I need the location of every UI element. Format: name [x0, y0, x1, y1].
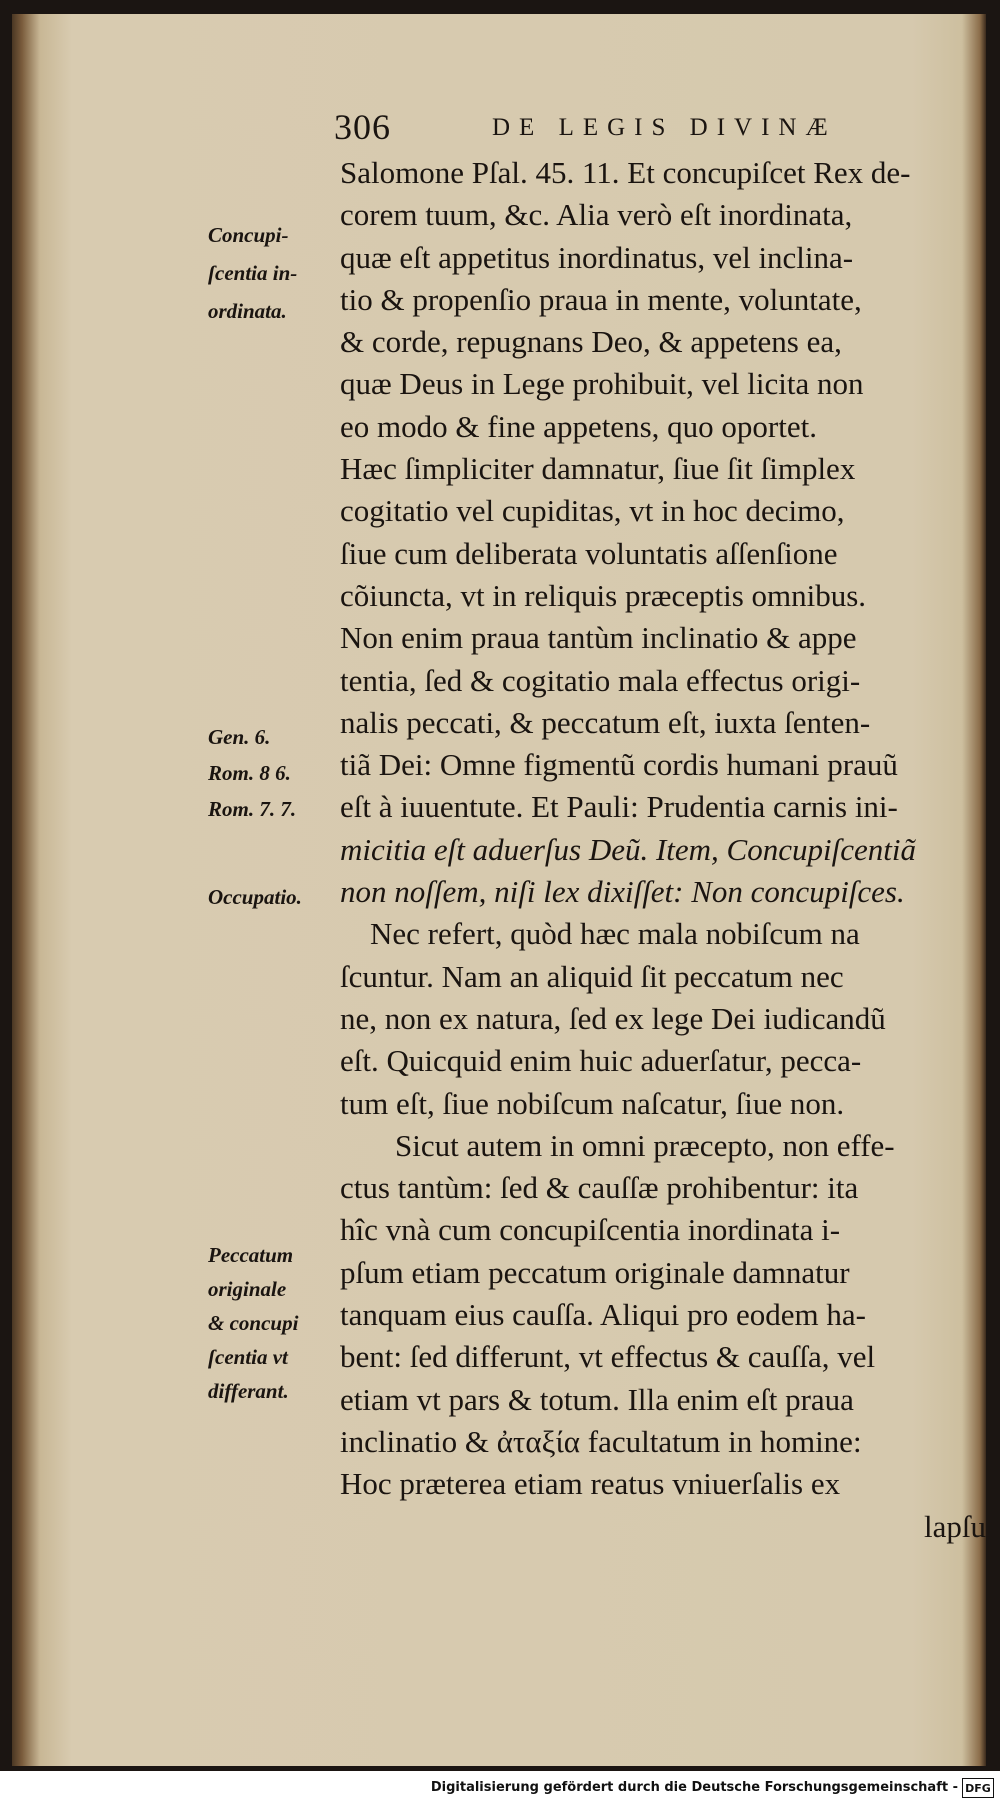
body-text — [340, 152, 990, 1548]
margin-note: Rom. 8 6. — [208, 761, 291, 785]
text-line: tanquam eius cauſſa. Aliqui pro eodem ha- — [340, 1297, 866, 1333]
margin-note: differant. — [208, 1379, 289, 1403]
text-line: cõiuncta, vt in reliquis præceptis omnibus. — [340, 577, 867, 613]
text-line: & corde, repugnans Deo, & appetens ea, — [340, 324, 842, 360]
book-page — [12, 14, 986, 1766]
text-line: ne, non ex natura, ſed ex lege Dei iudicandũ — [340, 1000, 886, 1036]
text-line: ſiue cum deliberata voluntatis aſſenſione — [340, 535, 838, 571]
text-line: tio & propenſio praua in mente, voluntate, — [340, 281, 862, 317]
page-header — [12, 106, 986, 146]
text-line: non noſſem, niſi lex dixiſſet: Non concupiſces. — [340, 874, 905, 910]
text-line: cogitatio vel cupiditas, vt in hoc decimo, — [340, 493, 845, 529]
text-line: micitia eſt aduerſus Deũ. Item, Concupiſcentiã — [340, 831, 916, 867]
text-line: Hoc præterea etiam reatus vniuerſalis ex — [340, 1466, 841, 1502]
text-line: bent: ſed differunt, vt effectus & cauſſa, vel — [340, 1339, 876, 1375]
text-line: eo modo & fine appetens, quo oportet. — [340, 408, 817, 444]
running-head: DE LEGIS DIVINÆ — [492, 114, 837, 141]
catchword: lapſu — [924, 1508, 986, 1544]
digitization-footer — [0, 1771, 1000, 1805]
text-line: tentia, ſed & cogitatio mala effectus origi- — [340, 662, 861, 698]
margin-note: Peccatum — [208, 1243, 294, 1267]
margin-note: ſcentia vt — [208, 1345, 288, 1369]
text-line: etiam vt pars & totum. Illa enim eſt praua — [340, 1381, 854, 1417]
footer-credit: Digitalisierung gefördert durch die Deutsche Forschungsgemeinschaft - — [430, 1780, 958, 1795]
text-line: hîc vnà cum concupiſcentia inordinata i- — [340, 1212, 841, 1248]
text-line: quæ Deus in Lege prohibuit, vel licita non — [340, 366, 864, 402]
margin-note: & concupi — [208, 1311, 299, 1335]
margin-note: originale — [208, 1277, 287, 1301]
text-line: tiã Dei: Omne figmentũ cordis humani prauũ — [340, 747, 898, 783]
dfg-logo-icon: DFG — [962, 1778, 994, 1798]
text-line: nalis peccati, & peccatum eſt, iuxta ſenten- — [340, 704, 871, 740]
text-line: eſt. Quicquid enim huic aduerſatur, pecca- — [340, 1043, 862, 1079]
text-line: ctus tantùm: ſed & cauſſæ prohibentur: ita — [340, 1170, 859, 1206]
text-line: Sicut autem in omni præcepto, non effe- — [395, 1127, 895, 1163]
margin-note: Gen. 6. — [208, 725, 271, 749]
margin-note: Occupatio. — [208, 885, 302, 909]
margin-note: Concupi- — [208, 223, 289, 247]
page-number: 306 — [334, 107, 391, 147]
text-line: Hæc ſimpliciter damnatur, ſiue ſit ſimplex — [340, 451, 856, 487]
text-line: tum eſt, ſiue nobiſcum naſcatur, ſiue non. — [340, 1085, 845, 1121]
text-line: quæ eſt appetitus inordinatus, vel inclina- — [340, 239, 854, 275]
text-line: Non enim praua tantùm inclinatio & appe — [340, 620, 857, 656]
text-line: eſt à iuuentute. Et Pauli: Prudentia carnis ini- — [340, 789, 898, 825]
margin-note: ſcentia in- — [208, 261, 298, 285]
text-line: Nec refert, quòd hæc mala nobiſcum na — [370, 916, 860, 952]
text-line: corem tuum, &c. Alia verò eſt inordinata, — [340, 197, 853, 233]
text-line: Salomone Pſal. 45. 11. Et concupiſcet Rex de- — [340, 155, 911, 190]
text-line: inclinatio & ἀταξία facultatum in homine: — [340, 1423, 862, 1459]
margin-note: ordinata. — [208, 299, 287, 323]
margin-note: Rom. 7. 7. — [208, 797, 297, 821]
text-line: pſum etiam peccatum originale damnatur — [340, 1254, 850, 1290]
text-line: ſcuntur. Nam an aliquid ſit peccatum nec — [340, 958, 844, 994]
